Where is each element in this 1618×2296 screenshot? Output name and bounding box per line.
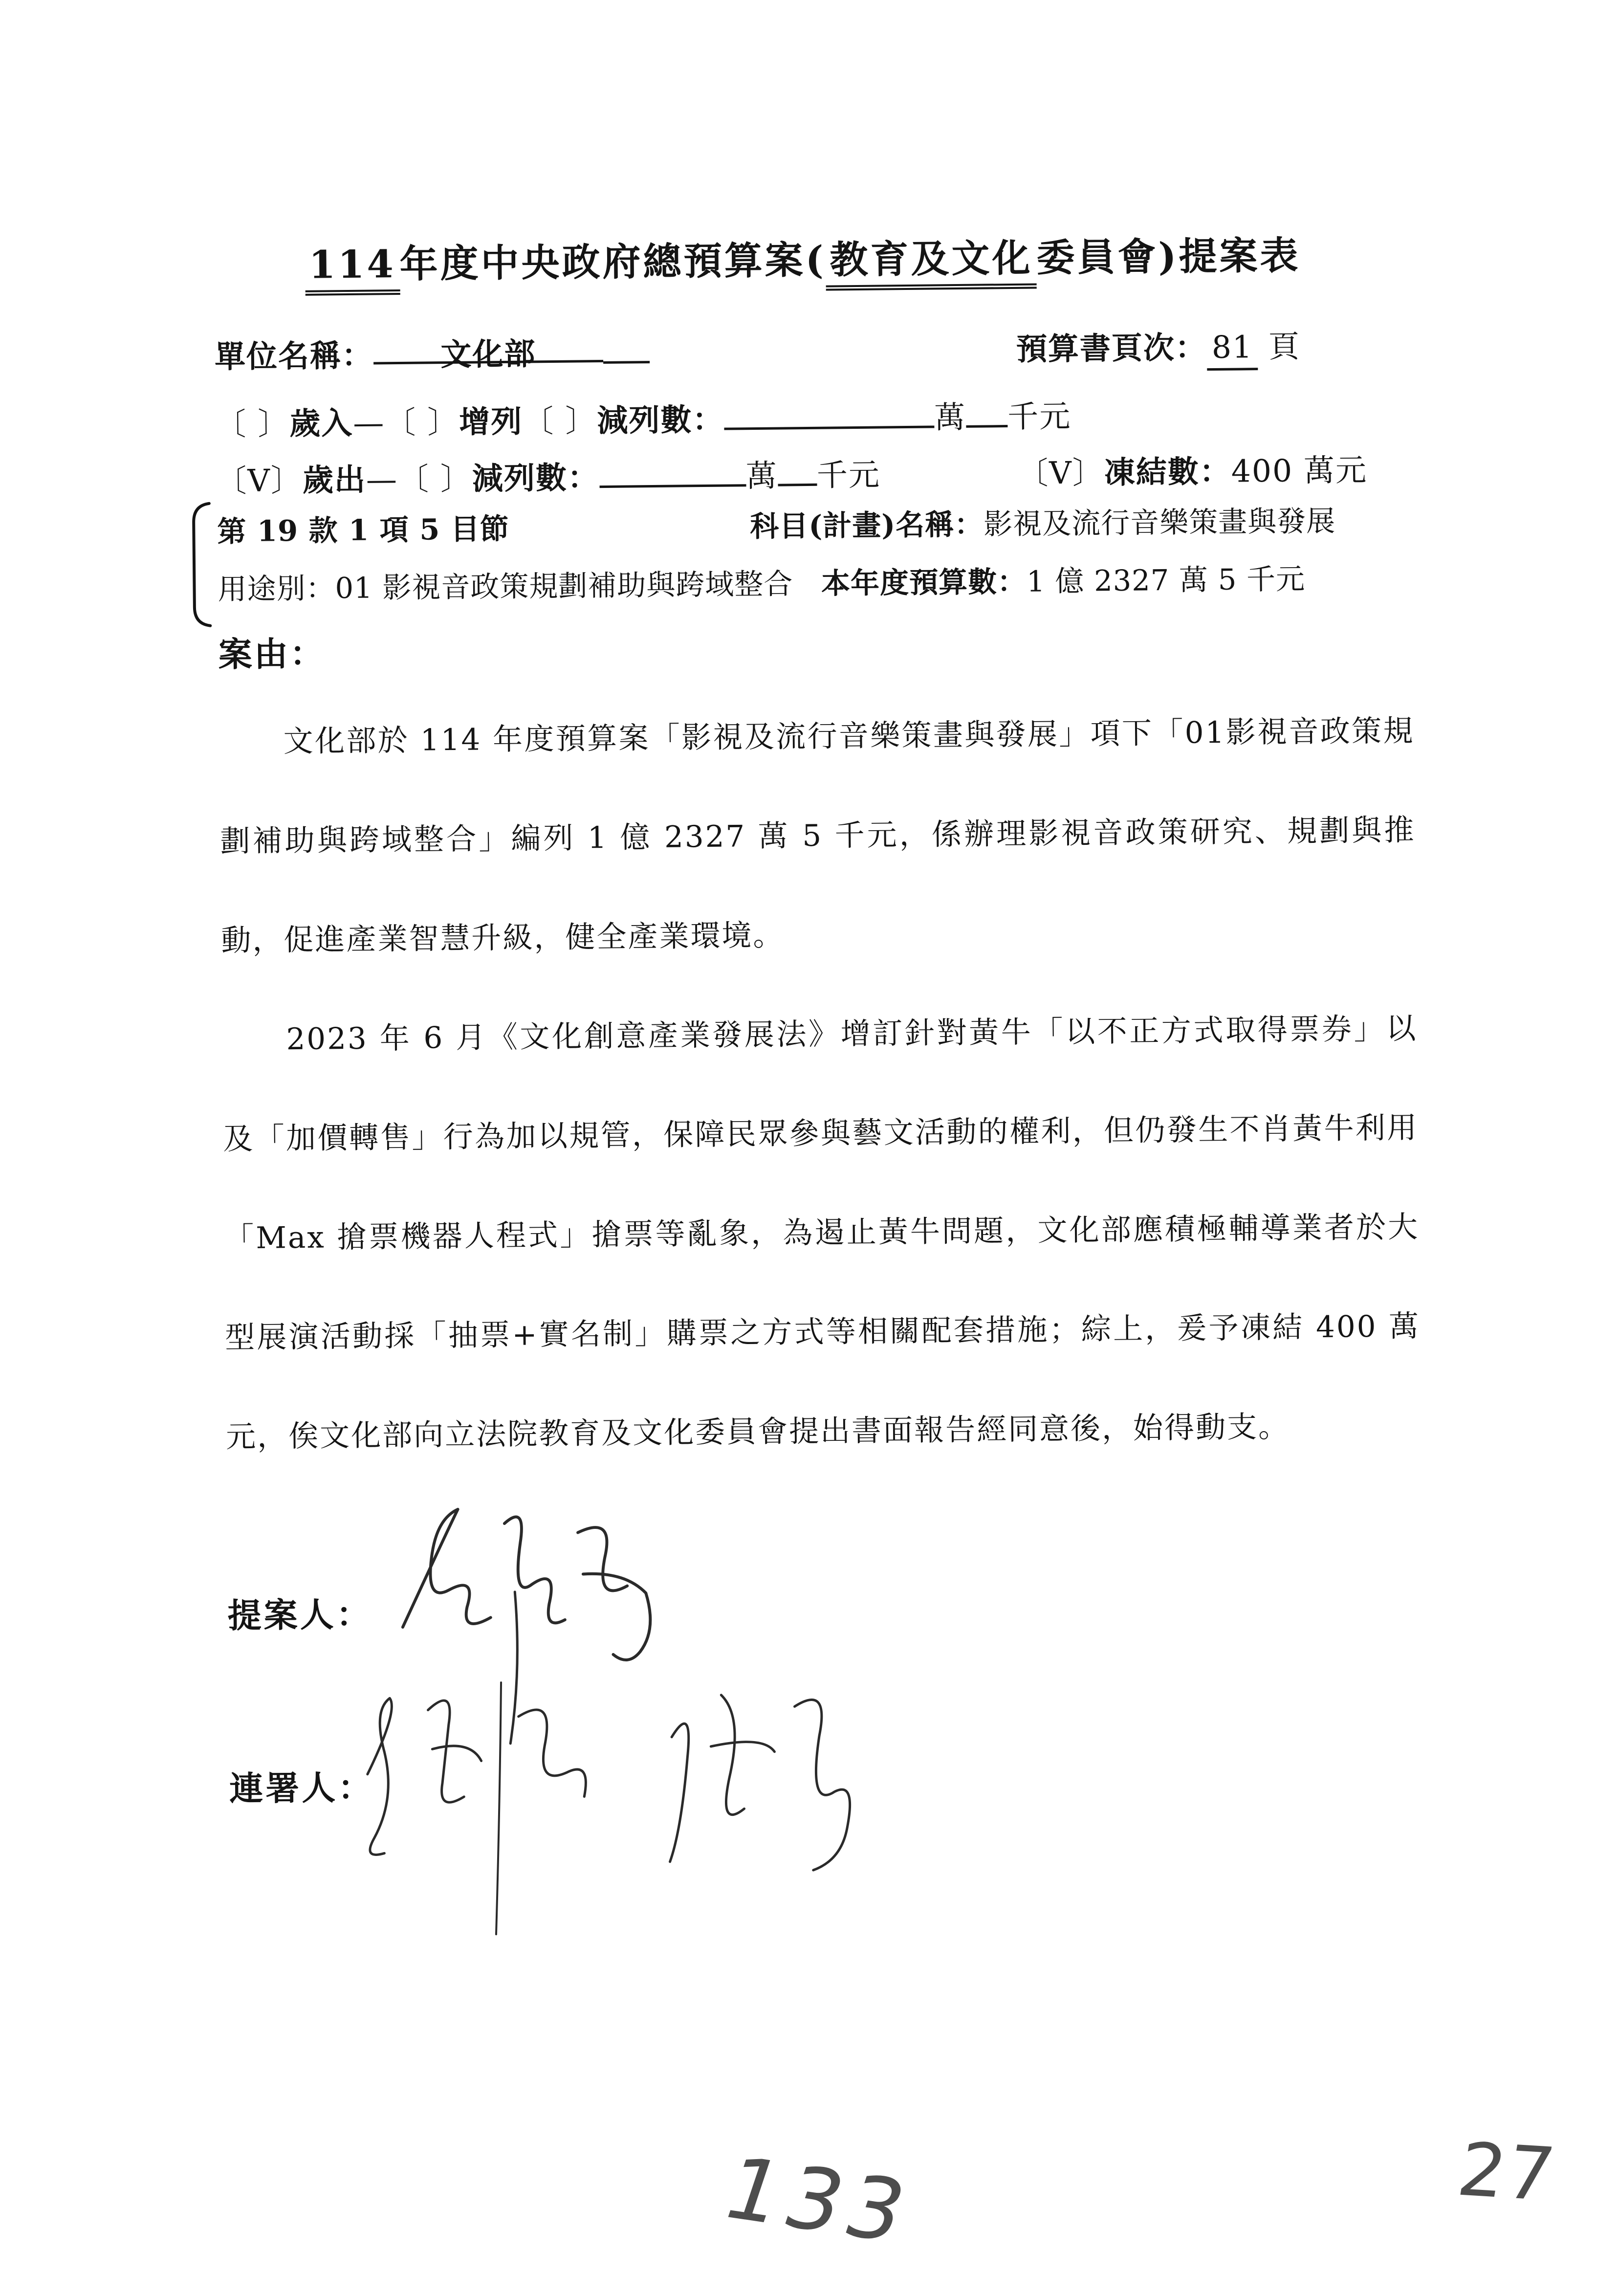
revenue-qian-blank bbox=[966, 396, 1008, 428]
revenue-amount-blank bbox=[724, 396, 935, 430]
revenue-wan: 萬 bbox=[934, 399, 966, 436]
budget-amount-label: 本年度預算數： bbox=[821, 564, 1027, 600]
title-year: 114 bbox=[305, 242, 400, 296]
cosigner-label: 連署人： bbox=[229, 1767, 374, 1809]
budget-page-number: 81 bbox=[1207, 329, 1258, 371]
revenue-cut-label: 減列數： bbox=[597, 401, 724, 439]
case-heading: 案由： bbox=[218, 634, 326, 675]
revenue-add-checkbox: 〔 〕 bbox=[384, 404, 459, 441]
freeze-label: 凍結數： bbox=[1104, 453, 1232, 491]
unit-name-value: 文化部 bbox=[373, 329, 603, 365]
left-bracket-mark bbox=[188, 501, 215, 629]
unit-name-label: 單位名稱： bbox=[214, 337, 374, 375]
expense-amount-blank bbox=[599, 455, 746, 488]
title-committee: 教育及文化 bbox=[826, 236, 1037, 290]
case-paragraph-2: 2023 年 6 月《文化創意產業發展法》增訂針對黃牛「以不正方式取得票券」以及「加價轉售」行為加以規管，保障民眾參與藝文活動的權利，但仍發生不肖黃牛利用「Max 搶票機器人程式」搶票等亂象，為遏止黃牛問題，文化部應積極輔導業者於大型展演活動採「抽票+實名制」購票之方式等相關配套措施；綜上，爰予凍結 400 萬元，俟文化部向立法院教育及文化委員會提出書面報告經同意後，始得動支。 bbox=[223, 1011, 1421, 1455]
clause-number: 第 19 款 1 項 5 目節 bbox=[217, 511, 510, 549]
subject-label: 科目(計畫)名稱： bbox=[750, 507, 984, 544]
title-tail: 委員會)提案表 bbox=[1036, 233, 1301, 281]
expense-cut-label: 減列數： bbox=[472, 459, 600, 497]
expense-qian-blank bbox=[777, 454, 817, 486]
expense-dash: — bbox=[366, 462, 398, 498]
revenue-dash: — bbox=[352, 405, 385, 441]
subject-value: 影視及流行音樂策畫與發展 bbox=[983, 504, 1336, 541]
case-body bbox=[219, 681, 1421, 1486]
freeze-value: 400 萬元 bbox=[1231, 452, 1368, 489]
title-mid: 年度中央政府總預算案( bbox=[399, 238, 826, 287]
revenue-checkbox: 〔 〕 bbox=[215, 406, 290, 442]
revenue-cut-checkbox: 〔 〕 bbox=[522, 403, 597, 440]
expense-wan: 萬 bbox=[745, 458, 778, 494]
cosigner-signature-2 bbox=[648, 1672, 884, 1899]
usage-line bbox=[218, 552, 1618, 608]
expense-checkbox: 〔V〕 bbox=[216, 462, 303, 499]
revenue-label: 歲入 bbox=[289, 404, 353, 442]
proposer-label: 提案人： bbox=[227, 1594, 373, 1636]
case-paragraph-1: 文化部於 114 年度預算案「影視及流行音樂策畫與發展」項下「01影視音政策規劃補助與跨域整合」編列 1 億 2327 萬 5 千元，係辦理影視音政策研究、規劃與推動，促進產業智慧升級，健全產業環境。 bbox=[220, 713, 1416, 958]
freeze-checkbox: 〔V〕 bbox=[1017, 455, 1105, 491]
expense-cut-checkbox: 〔 〕 bbox=[397, 461, 473, 498]
expense-qianyuan: 千元 bbox=[816, 457, 881, 493]
usage-value: 01 影視音政策規劃補助與跨域整合 bbox=[335, 567, 793, 605]
budget-page-unit: 頁 bbox=[1268, 329, 1301, 365]
document-title bbox=[0, 222, 1612, 292]
revenue-add-label: 增列 bbox=[459, 403, 523, 440]
freeze-group bbox=[1017, 445, 1368, 493]
unit-name-blank bbox=[603, 331, 650, 364]
revenue-qianyuan: 千元 bbox=[1007, 398, 1071, 435]
budget-amount-value: 1 億 2327 萬 5 千元 bbox=[1026, 562, 1306, 598]
handwritten-page-number-corner: 27 bbox=[1452, 2127, 1561, 2218]
unit-page-line bbox=[214, 319, 1618, 391]
handwritten-page-number-center: 133 bbox=[711, 2140, 925, 2262]
cosigner-signature-1 bbox=[350, 1669, 646, 1955]
usage-label: 用途別： bbox=[218, 571, 335, 606]
budget-page-group bbox=[1016, 322, 1300, 369]
budget-page-label: 預算書頁次： bbox=[1016, 329, 1207, 367]
expense-label: 歲出 bbox=[302, 461, 367, 498]
subject-group bbox=[750, 498, 1336, 545]
